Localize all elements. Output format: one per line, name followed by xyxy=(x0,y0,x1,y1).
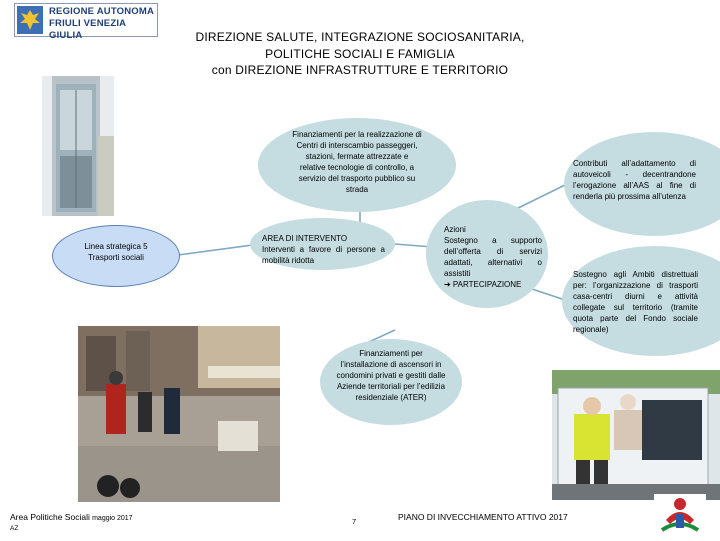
central-node-linea-strategica xyxy=(52,225,180,287)
node-contributi-autoveicoli-text: Contributi all’adattamento di autoveicoli - decentrandone l’erogazione all’AAS al fine di renderla più prossima all’utenza xyxy=(573,159,696,201)
node-area-intervento xyxy=(250,218,395,270)
footer-area-label: Area Politiche Sociali xyxy=(10,512,90,522)
node-finanziamenti-centri xyxy=(258,118,456,212)
active-ageing-logo-icon xyxy=(654,494,706,536)
node-finanziamenti-ascensori xyxy=(320,339,462,425)
logo-line-1: REGIONE AUTONOMA xyxy=(49,6,155,17)
page-number: 7 xyxy=(352,517,357,526)
elevator-photo xyxy=(42,76,114,216)
node-azioni xyxy=(426,200,548,308)
footer-plan-title: PIANO DI INVECCHIAMENTO ATTIVO 2017 xyxy=(398,512,568,522)
title-line-1: DIREZIONE SALUTE, INTEGRAZIONE SOCIOSANITARIA, xyxy=(195,30,525,44)
bus-lift-photo xyxy=(552,370,720,500)
title-line-2: POLITICHE SOCIALI E FAMIGLIA xyxy=(265,46,455,61)
node-azioni-text: Azioni Sostegno a supporto dell’offerta di servizi adattati, alternativi o assistiti ➔ PARTECIPAZIONE xyxy=(444,225,542,289)
footer-initials: AZ xyxy=(10,525,19,532)
node-sostegno-ambiti-text: Sostegno agli Ambiti distrettuali per: l’organizzazione di trasporti casa-centri diurni e attività collegate sul territorio (tramite quota parte del Fondo sociale regionale) xyxy=(573,270,698,334)
footer-left xyxy=(10,512,133,522)
logo-line-2: FRIULI VENEZIA GIULIA xyxy=(49,18,126,41)
node-finanziamenti-centri-text: Finanziamenti per la realizzazione di Centri di interscambio passeggeri, stazioni, fermate attrezzate e relative tecnologie di controllo, a servizio del trasporto pubblico su strada xyxy=(292,130,422,194)
node-finanziamenti-ascensori-text: Finanziamenti per l’installazione di ascensori in condomini privati e gestiti dalle Aziende territoriali per l’edilizia residenziale (ATER) xyxy=(336,349,446,402)
footer-date: maggio 2017 xyxy=(92,515,133,522)
central-node-text: Linea strategica 5 Trasporti sociali xyxy=(84,242,148,262)
segway-street-photo xyxy=(78,326,280,502)
edge-central-area xyxy=(178,244,260,255)
node-area-intervento-text: AREA DI INTERVENTO Interventi a favore di persone a mobilità ridotta xyxy=(262,234,385,265)
title-line-3: con DIREZIONE INFRASTRUTTURE E TERRITORIO xyxy=(211,63,509,77)
